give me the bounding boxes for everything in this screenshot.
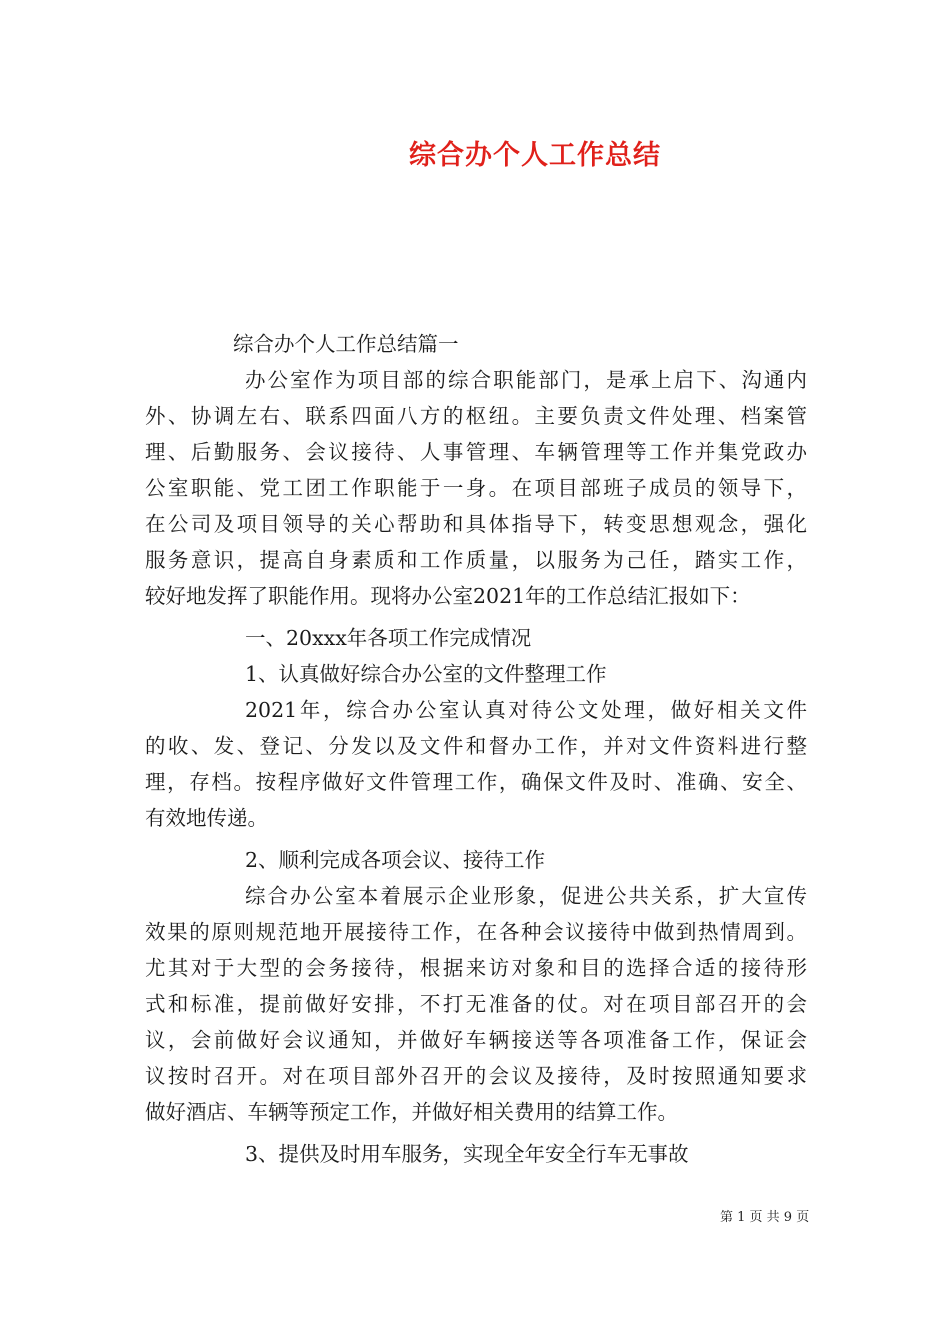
paragraph-line: 议，会前做好会议通知，并做好车辆接送等各项准备工作，保证会	[145, 1028, 807, 1052]
paragraph-line: 做好酒店、车辆等预定工作，并做好相关费用的结算工作。	[145, 1100, 678, 1124]
paragraph-line: 2021年，综合办公室认真对待公文处理，做好相关文件	[245, 698, 807, 722]
paragraph-line: 外、协调左右、联系四面八方的枢纽。主要负责文件处理、档案管	[145, 404, 807, 428]
item3-heading: 3、提供及时用车服务，实现全年安全行车无事故	[245, 1142, 689, 1166]
paragraph-line: 服务意识，提高自身素质和工作质量，以服务为己任，踏实工作，	[145, 548, 807, 572]
paragraph-line: 理、后勤服务、会议接待、人事管理、车辆管理等工作并集党政办	[145, 440, 807, 464]
heading-one: 一、20xxx年各项工作完成情况	[245, 626, 532, 650]
paragraph-line: 综合办公室本着展示企业形象，促进公共关系，扩大宣传	[245, 884, 807, 908]
paragraph-line: 有效地传递。	[145, 806, 268, 830]
paragraph-line: 效果的原则规范地开展接待工作，在各种会议接待中做到热情周到。	[145, 920, 807, 944]
item2-heading: 2、顺利完成各项会议、接待工作	[245, 848, 546, 872]
paragraph-line: 式和标准，提前做好安排，不打无准备的仗。对在项目部召开的会	[145, 992, 807, 1016]
page-number: 第 1 页 共 9 页	[720, 1210, 810, 1225]
paragraph-line: 办公室作为项目部的综合职能部门，是承上启下、沟通内	[245, 368, 807, 392]
paragraph-line: 在公司及项目领导的关心帮助和具体指导下，转变思想观念，强化	[145, 512, 807, 536]
section-heading: 综合办个人工作总结篇一	[233, 332, 459, 356]
paragraph-line: 公室职能、党工团工作职能于一身。在项目部班子成员的领导下，	[145, 476, 807, 500]
item1-heading: 1、认真做好综合办公室的文件整理工作	[245, 662, 607, 686]
paragraph-line: 理，存档。按程序做好文件管理工作，确保文件及时、准确、安全、	[145, 770, 807, 794]
page-title: 综合办个人工作总结	[409, 140, 661, 171]
paragraph-line: 的收、发、登记、分发以及文件和督办工作，并对文件资料进行整	[145, 734, 807, 758]
paragraph-line: 议按时召开。对在项目部外召开的会议及接待，及时按照通知要求	[145, 1064, 807, 1088]
paragraph-line: 尤其对于大型的会务接待，根据来访对象和目的选择合适的接待形	[145, 956, 807, 980]
paragraph-line: 较好地发挥了职能作用。现将办公室2021年的工作总结汇报如下：	[145, 584, 751, 608]
